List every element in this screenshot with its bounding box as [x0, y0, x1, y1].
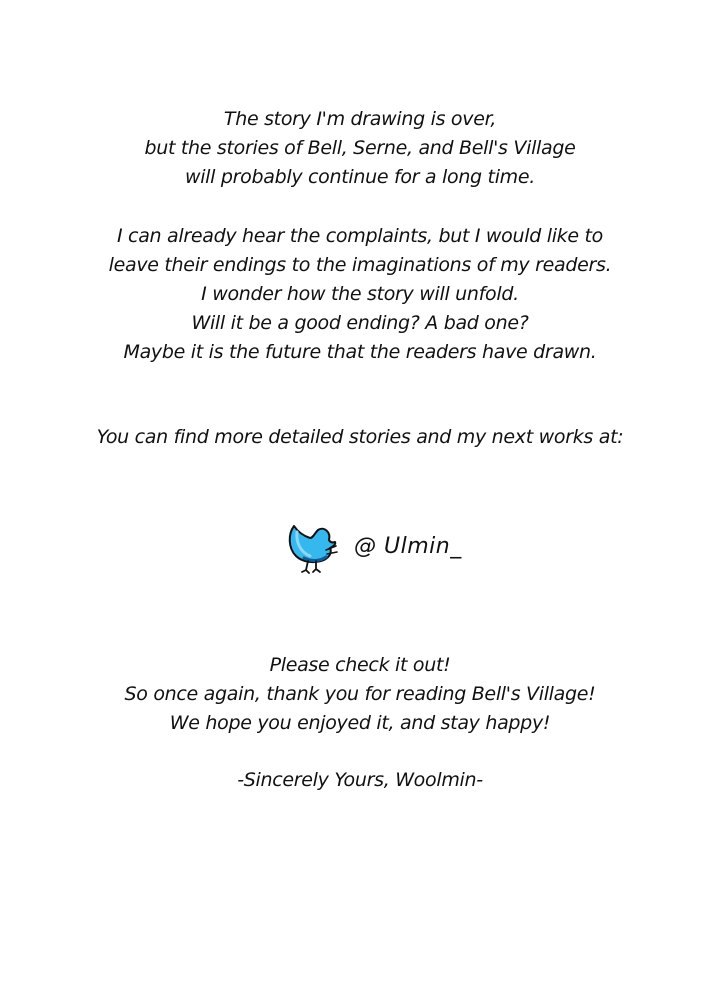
- paragraph-endings: [0, 222, 720, 367]
- twitter-bird-icon: [280, 512, 340, 574]
- text-line: I wonder how the story will unfold.: [201, 283, 519, 305]
- text-line: The story I'm drawing is over,: [223, 108, 497, 130]
- paragraph-find-more: [0, 423, 720, 452]
- text-line: -Sincerely Yours, Woolmin-: [237, 769, 483, 791]
- social-handle-block: [280, 512, 480, 582]
- text-line: Will it be a good ending? A bad one?: [191, 312, 529, 334]
- text-line: Please check it out!: [269, 654, 451, 676]
- text-line: I can already hear the complaints, but I would like to: [117, 225, 603, 247]
- signature-line: [0, 766, 720, 795]
- text-line: We hope you enjoyed it, and stay happy!: [169, 712, 551, 734]
- paragraph-thanks: [0, 651, 720, 738]
- text-line: Maybe it is the future that the readers have drawn.: [123, 341, 597, 363]
- text-line: So once again, thank you for reading Bell's Village!: [124, 683, 596, 705]
- text-line: will probably continue for a long time.: [184, 166, 536, 188]
- paragraph-story-over: [0, 105, 720, 192]
- social-handle[interactable]: @ Ulmin_: [354, 534, 462, 559]
- text-line: but the stories of Bell, Serne, and Bell's Village: [144, 137, 576, 159]
- text-line: You can find more detailed stories and my next works at:: [96, 426, 624, 448]
- text-line: leave their endings to the imaginations of my readers.: [108, 254, 612, 276]
